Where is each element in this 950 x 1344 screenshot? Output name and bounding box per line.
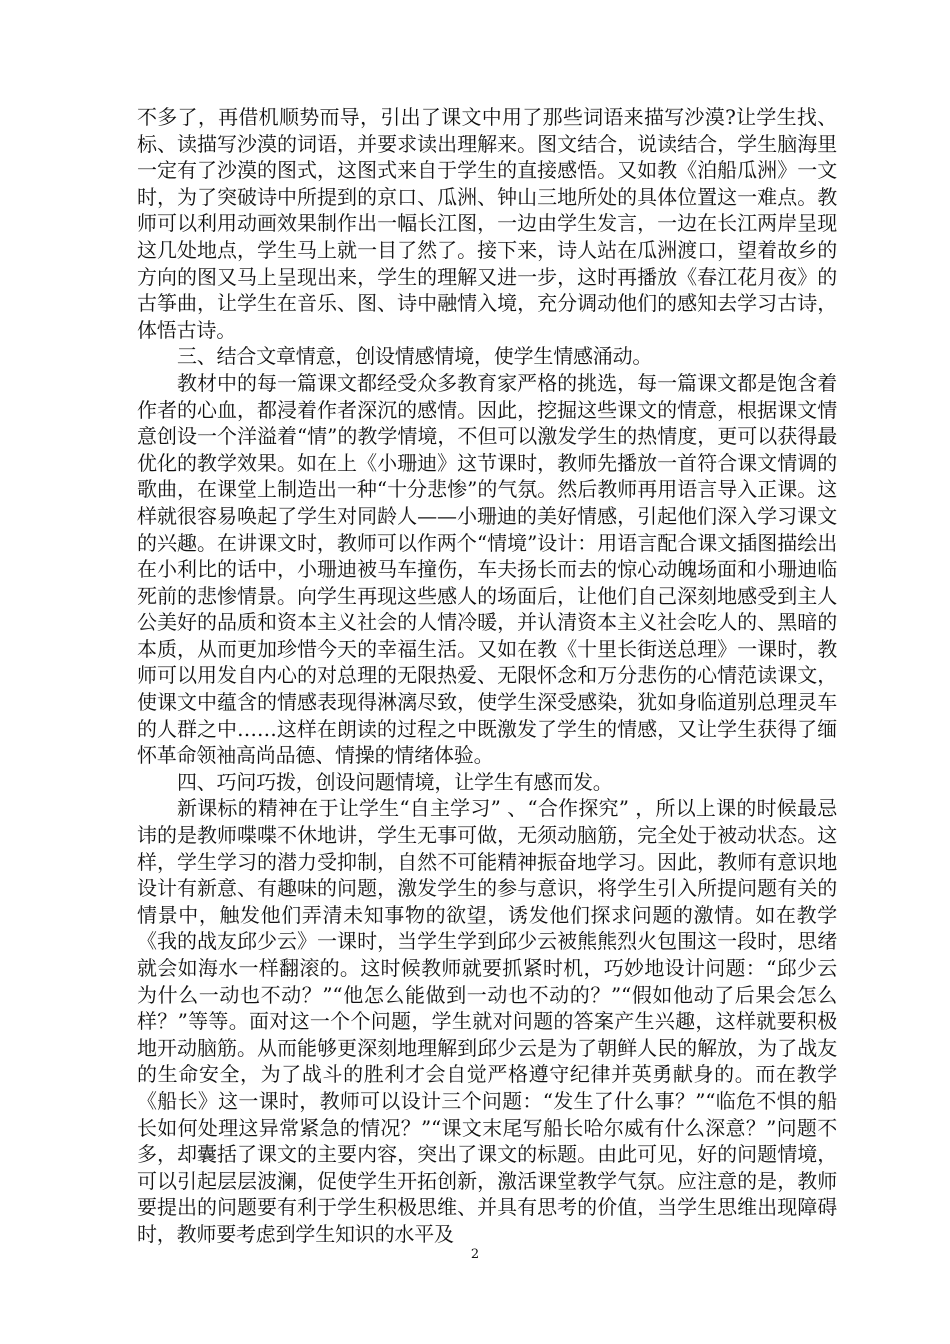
section-heading-three: 三、结合文章情意，创设情感情境，使学生情感涌动。 [177, 344, 653, 369]
page-number: 2 [470, 1247, 480, 1262]
section-heading-four: 四、巧问巧拨，创设问题情境，让学生有感而发。 [177, 769, 613, 794]
paragraph-continuation: 不多了，再借机顺势而导，引出了课文中用了那些词语来描写沙漠?让学生找、标、读描写沙漠的词语，并要求读出理解来。图文结合，说读结合，学生脑海里一定有了沙漠的图式，这图式来自于学生的直接感悟。又如教《泊船瓜洲》一文时，为了突破诗中所提到的京口、瓜洲、钟山三地所处的具体位置这一难点。教师可以利用动画效果制作出一幅长江图，一边由学生发言，一边在长江两岸呈现这几处地点，学生马上就一目了然了。接下来，诗人站在瓜洲渡口，望着故乡的方向的图又马上呈现出来，学生的理解又进一步，这时再播放《春江花月夜》的古筝曲，让学生在音乐、图、诗中融情入境，充分调动他们的感知去学习古诗，体悟古诗。 [137, 105, 837, 342]
paragraph-question-context: 新课标的精神在于让学生“自主学习” 、“合作探究” ，所以上课的时候最忌讳的是教师喋喋不休地讲，学生无事可做，无须动脑筋，完全处于被动状态。这样，学生学习的潜力受抑制，自然不可能精神振奋地学习。因此，教师有意识地设计有新意、有趣味的问题，激发学生的参与意识，将学生引入所提问题有关的情景中，触发他们弄清未知事物的欲望，诱发他们探求问题的激情。如在教学《我的战友邱少云》一课时，当学生学到邱少云被熊熊烈火包围这一段时，思绪就会如海水一样翻滚的。这时候教师就要抓紧时机，巧妙地设计问题：“邱少云为什么一动也不动？”“他怎么能做到一动也不动的？”“假如他动了后果会怎么样？”等等。面对这一个个问题，学生就对问题的答案产生兴趣，这样就要积极地开动脑筋。从而能够更深刻地理解到邱少云是为了朝鲜人民的解放，为了战友的生命安全，为了战斗的胜利才会自觉严格遵守纪律并英勇献身的。而在教学《船长》这一课时，教师可以设计三个问题：“发生了什么事？”“临危不惧的船长如何处理这异常紧急的情况？”“课文末尾写船长哈尔威有什么深意？”问题不多，却囊括了课文的主要内容，突出了课文的标题。由此可见，好的问题情境，可以引起层层波澜，促使学生开拓创新，激活课堂教学气氛。应注意的是，教师要提出的问题要有利于学生积极思维、并具有思考的价值，当学生思维出现障碍时，教师要考虑到学生知识的水平及 [137, 796, 837, 1246]
paragraph-emotion-context: 教材中的每一篇课文都经受众多教育家严格的挑选，每一篇课文都是饱含着作者的心血，都浸着作者深沉的感情。因此，挖掘这些课文的情意，根据课文情意创设一个洋溢着“情”的教学情境，不但可以激发学生的热情度，更可以获得最优化的教学效果。如在上《小珊迪》这节课时，教师先播放一首符合课文情调的歌曲，在课堂上制造出一种“十分悲惨”的气氛。然后教师再用语言导入正课。这样就很容易唤起了学生对同龄人——小珊迪的美好情感，引起他们深入学习课文的兴趣。在讲课文时，教师可以作两个“情境”设计：用语言配合课文插图描绘出在小利比的话中，小珊迪被马车撞伤，车夫扬长而去的惊心动魄场面和小珊迪临死前的悲惨情景。向学生再现这些感人的场面后，让他们自己深刻地感受到主人公美好的品质和资本主义社会的人情冷暖，并认清资本主义社会吃人的、黑暗的本质，从而更加珍惜今天的幸福生活。又如在教《十里长街送总理》一课时，教师可以用发自内心的对总理的无限热爱、无限怀念和万分悲伤的心情范读课文，使课文中蕴含的情感表现得淋漓尽致，使学生深受感染，犹如身临道别总理灵车的人群之中……这样在朗读的过程之中既激发了学生的情感，又让学生获得了缅怀革命领袖高尚品德、情操的情绪体验。 [137, 370, 837, 768]
document-body [137, 104, 837, 1248]
